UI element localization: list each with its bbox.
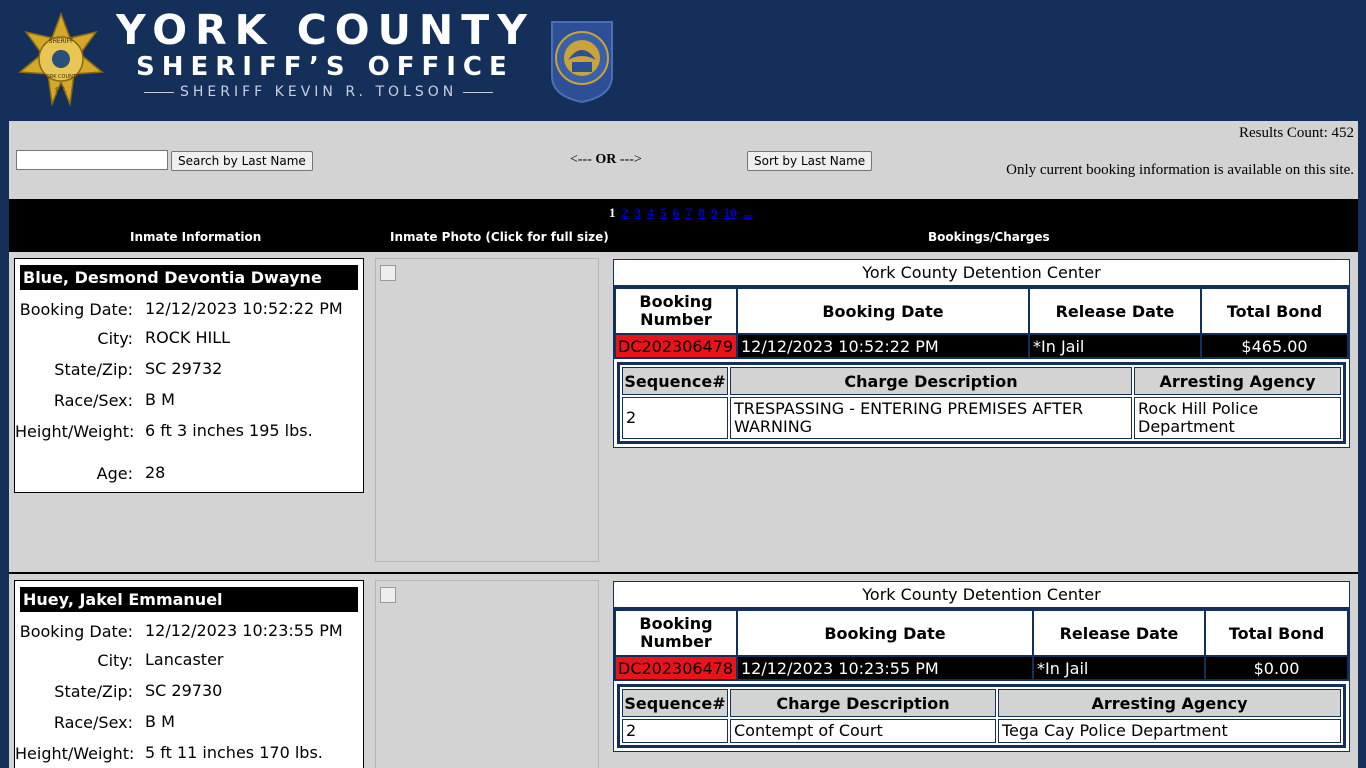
pagination [609, 205, 756, 221]
inmate-record [9, 252, 1358, 572]
inmate-photo[interactable] [375, 258, 599, 562]
svg-text:SHERIFF: SHERIFF [48, 38, 74, 45]
column-header-bookings: Bookings/Charges [928, 230, 1050, 244]
sheriff-star-badge-icon [18, 12, 104, 108]
th-booking-date: Booking Date [738, 289, 1028, 333]
height-weight-value: 6 ft 3 inches 195 lbs. [145, 421, 313, 440]
th-release-date: Release Date [1034, 611, 1204, 655]
th-charge-description: Charge Description [730, 367, 1132, 395]
state-zip-value: SC 29732 [145, 359, 223, 378]
page-link-6[interactable]: 6 [672, 205, 680, 220]
svg-text:YORK COUNTY: YORK COUNTY [43, 74, 79, 80]
booking-datetime: 12/12/2023 10:23:55 PM [738, 657, 1032, 679]
site-subtitle: SHERIFF’S OFFICE [136, 52, 514, 82]
page-link-7[interactable]: 7 [685, 205, 692, 220]
inmate-name: Blue, Desmond Devontia Dwayne [20, 265, 358, 290]
column-header-inmate-photo: Inmate Photo (Click for full size) [390, 230, 609, 244]
svg-text:S.C.: S.C. [55, 87, 67, 94]
booking-date-value: 12/12/2023 10:52:22 PM [145, 299, 343, 318]
page-link-2[interactable]: 2 [621, 205, 629, 220]
page-link-3[interactable]: 3 [634, 205, 641, 220]
th-total-bond: Total Bond [1206, 611, 1347, 655]
facility-name: York County Detention Center [614, 582, 1349, 609]
charges-wrapper [617, 362, 1346, 444]
last-name-search-input[interactable] [16, 150, 168, 170]
sheriff-name: SHERIFF KEVIN R. TOLSON [180, 84, 458, 100]
charges-table [619, 364, 1344, 442]
charge-description: Contempt of Court [730, 719, 996, 743]
city-label: City: [97, 651, 133, 670]
booking-number: DC202306478 [616, 657, 736, 679]
charges-wrapper [617, 684, 1346, 748]
bookings-box [613, 581, 1350, 752]
height-weight-label: Height/Weight: [15, 422, 135, 441]
booking-datetime: 12/12/2023 10:52:22 PM [738, 335, 1028, 357]
age-label: Age: [96, 464, 133, 483]
th-arresting-agency: Arresting Agency [1134, 367, 1341, 395]
th-sequence: Sequence# [622, 689, 728, 717]
table-row [622, 719, 1341, 743]
city-label: City: [97, 329, 133, 348]
pager-bar [9, 199, 1358, 252]
city-value: Lancaster [145, 650, 224, 669]
height-weight-label: Height/Weight: [15, 744, 135, 763]
inmate-record [9, 574, 1358, 768]
inmate-photo[interactable] [375, 580, 599, 768]
city-value: ROCK HILL [145, 328, 231, 347]
search-by-last-name-button[interactable]: Search by Last Name [171, 151, 313, 171]
inmate-info-box [14, 258, 364, 493]
release-date: *In Jail [1034, 657, 1204, 679]
th-arresting-agency: Arresting Agency [998, 689, 1341, 717]
sheriff-name-line [138, 84, 499, 100]
page-link-4[interactable]: 4 [647, 205, 654, 220]
booking-table [614, 287, 1349, 359]
release-date: *In Jail [1030, 335, 1200, 357]
inmate-name: Huey, Jakel Emmanuel [20, 587, 358, 612]
race-sex-label: Race/Sex: [53, 391, 133, 410]
th-total-bond: Total Bond [1202, 289, 1347, 333]
search-bar [9, 121, 1358, 199]
booking-number: DC202306479 [616, 335, 736, 357]
facility-name: York County Detention Center [614, 260, 1349, 287]
inmate-records [9, 252, 1358, 768]
charge-sequence: 2 [622, 719, 728, 743]
column-header-inmate-info: Inmate Information [130, 230, 262, 244]
th-release-date: Release Date [1030, 289, 1200, 333]
arresting-agency: Tega Cay Police Department [998, 719, 1341, 743]
or-separator: <--- OR ---> [570, 152, 642, 167]
availability-note: Only current booking information is available on this site. [1006, 162, 1354, 178]
total-bond: $0.00 [1206, 657, 1347, 679]
th-booking-number: Booking Number [616, 289, 736, 333]
current-page: 1 [609, 205, 616, 220]
charges-table [619, 686, 1344, 746]
broken-image-icon [380, 265, 396, 281]
charge-description: TRESPASSING - ENTERING PREMISES AFTER WARNING [730, 397, 1132, 439]
total-bond: $465.00 [1202, 335, 1347, 357]
broken-image-icon [380, 587, 396, 603]
booking-date-label: Booking Date: [19, 622, 133, 641]
state-zip-label: State/Zip: [54, 682, 133, 701]
inmate-info-box [14, 580, 364, 768]
table-row [622, 397, 1341, 439]
state-seal-icon [546, 16, 618, 104]
sort-by-last-name-button[interactable]: Sort by Last Name [747, 151, 872, 171]
page-link-10[interactable]: 10 [723, 205, 737, 220]
race-sex-label: Race/Sex: [53, 713, 133, 732]
race-sex-value: B M [145, 712, 175, 731]
race-sex-value: B M [145, 390, 175, 409]
bookings-box [613, 259, 1350, 448]
th-booking-date: Booking Date [738, 611, 1032, 655]
state-zip-value: SC 29730 [145, 681, 223, 700]
results-count: Results Count: 452 [1238, 125, 1354, 141]
arresting-agency: Rock Hill Police Department [1134, 397, 1341, 439]
height-weight-value: 5 ft 11 inches 170 lbs. [145, 743, 323, 762]
booking-table [614, 609, 1349, 681]
site-title: YORK COUNTY [116, 6, 535, 54]
age-value: 28 [145, 463, 166, 482]
page-link-9[interactable]: 9 [711, 205, 718, 220]
state-zip-label: State/Zip: [54, 360, 133, 379]
site-header [0, 0, 1366, 121]
booking-date-value: 12/12/2023 10:23:55 PM [145, 621, 343, 640]
th-charge-description: Charge Description [730, 689, 996, 717]
page-link-5[interactable]: 5 [660, 205, 667, 220]
charge-sequence: 2 [622, 397, 728, 439]
page-link-8[interactable]: 8 [698, 205, 705, 220]
booking-date-label: Booking Date: [19, 300, 133, 319]
page-link-more[interactable]: ... [743, 205, 753, 220]
th-booking-number: Booking Number [616, 611, 736, 655]
th-sequence: Sequence# [622, 367, 728, 395]
